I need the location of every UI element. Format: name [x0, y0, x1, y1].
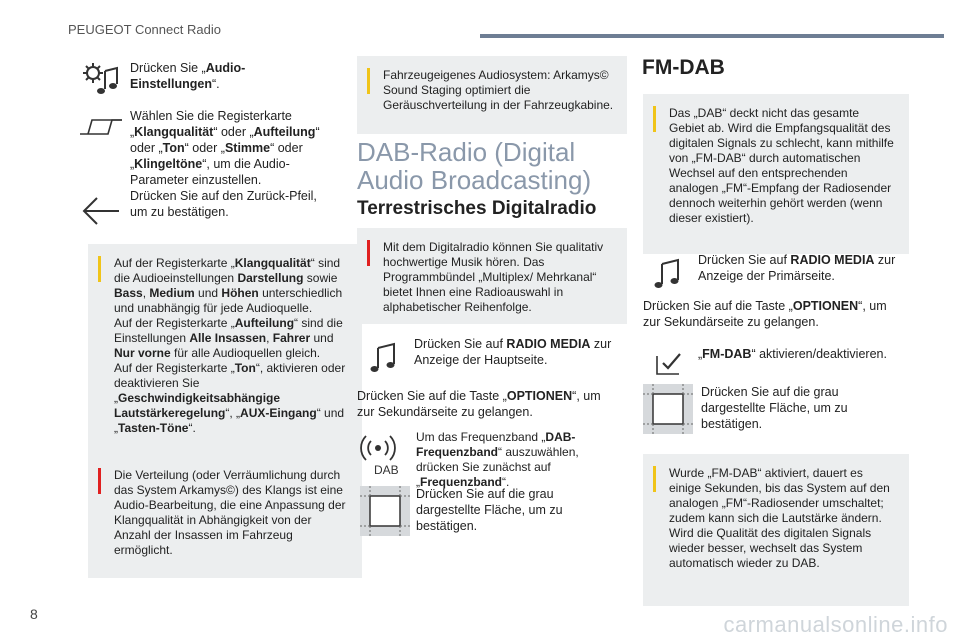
back-arrow-icon: [78, 188, 124, 234]
subtitle-terrestrial: Terrestrisches Digitalradio: [357, 198, 597, 219]
step-text: Drücken Sie auf die grau dargestellte Fläche, um zu bestätigen.: [416, 487, 563, 533]
info-mark-icon: [98, 256, 101, 282]
tab-icon: [78, 108, 124, 162]
options-paragraph-right: Drücken Sie auf die Taste „OPTIONEN“, um zur Sekundärseite zu gelangen.: [643, 299, 887, 329]
music-note-icon: [646, 252, 692, 298]
info-note-fm-switch: Wurde „FM-DAB“ aktiviert, dauert es einige Sekunden, bis das System auf den analogen „FM“-Radiosender umschaltet; zudem kann sich die Lautstärke ändern. Wird die Qualität des digitalen Signals wieder besser, wechselt das System automatisch wieder zu DAB.: [643, 454, 909, 606]
step-select-tab: [78, 108, 328, 188]
step-text: Drücken Sie auf die grau dargestellte Fläche, um zu bestätigen.: [701, 385, 848, 431]
info-mark-icon: [367, 68, 370, 94]
step-text: Drücken Sie auf den Zurück-Pfeil, um zu bestätigen.: [130, 189, 317, 219]
info-note-fmdab: Das „DAB“ deckt nicht das gesamte Gebiet ab. Wird die Empfangsqualität des digitalen Signals zu schlecht, kann mithilfe von „FM-DAB“ durch automatischen Wechsel auf den entsprechenden analogen „FM“-Empfang der Radiosender dennoch weiterhin gehört werden (wenn dieser existiert).: [643, 94, 909, 254]
music-note-icon: [362, 336, 408, 382]
warning-note-distribution: Die Verteilung (oder Verräumlichung durch das System Arkamys©) des Klangs ist eine Audio-Bearbeitung, die eine Anpassung der Klangqualität in Abhängigkeit von der Anzahl der Insassen im Fahrzeug ermöglicht.: [88, 456, 362, 578]
section-title-fmdab: FM-DAB: [642, 56, 725, 79]
dab-icon: [360, 430, 410, 480]
gear-music-icon: [78, 58, 124, 104]
info-note-tabs: Auf der Registerkarte „Klangqualität“ sind die Audioeinstellungen Darstellung sowie Bass, Medium und Höhen unterschiedlich und unabhängig für jede Audioquelle. Auf der Registerkarte „Aufteilung“ sind die Einstellungen Alle Insassen, Fahrer und Nur vorne für alle Audioquellen gleich. Auf der Registerkarte „Ton“, aktivieren oder deaktivieren Sie „Geschwindigkeitsabhängige Lautstärkeregelung“, „AUX-Eingang“ und „Tasten-Töne“.: [88, 244, 362, 462]
checkbox-icon: [646, 340, 692, 386]
step-audio-settings: [78, 58, 328, 104]
step-text: Wählen Sie die Registerkarte „Klangqualität“ oder „Aufteilung“ oder „Ton“ oder „Stimme“ oder „Klingeltöne“, um die Audio-Parameter einzustellen.: [130, 109, 320, 187]
watermark: carmanualsonline.info: [723, 612, 948, 637]
warning-note-digitalradio: Mit dem Digitalradio können Sie qualitativ hochwertige Musik hören. Das Programmbündel „Multiplex/ Mehrkanal“ bietet Ihnen eine Radioauswahl in alphabetischer Reihenfolge.: [357, 228, 627, 324]
page-number: 8: [30, 606, 38, 622]
step-text: Drücken Sie „Audio-Einstellungen“.: [130, 61, 246, 91]
step-text: „FM-DAB“ aktivieren/deaktivieren.: [698, 347, 887, 361]
page-header: PEUGEOT Connect Radio: [68, 22, 221, 37]
info-mark-icon: [653, 466, 656, 492]
section-title-dab: DAB-Radio (Digital Audio Broadcasting): [357, 137, 592, 195]
step-radio-media-right: [646, 252, 906, 298]
grey-area-icon: [360, 486, 410, 536]
step-back-arrow: [78, 188, 328, 234]
step-grey-area-right: [643, 384, 905, 434]
info-note-arkamys: Fahrzeugeigenes Audiosystem: Arkamys© Sound Staging optimiert die Geräuschverteilung in der Fahrzeugkabine.: [357, 56, 627, 134]
step-fmdab-toggle: [646, 340, 906, 386]
step-text: Drücken Sie auf RADIO MEDIA zur Anzeige der Primärseite.: [698, 253, 896, 283]
step-text: Um das Frequenzband „DAB-Frequenzband“ auszuwählen, drücken Sie zunächst auf „Frequenzband“.: [416, 430, 579, 489]
warning-mark-icon: [98, 468, 101, 494]
info-mark-icon: [653, 106, 656, 132]
options-paragraph: Drücken Sie auf die Taste „OPTIONEN“, um zur Sekundärseite zu gelangen.: [357, 389, 601, 419]
grey-area-icon: [643, 384, 693, 434]
step-radio-media: [362, 336, 622, 382]
step-frequency-band: [360, 430, 622, 490]
dab-icon-label: DAB: [374, 463, 399, 477]
warning-mark-icon: [367, 240, 370, 266]
step-grey-area: [360, 486, 622, 536]
header-bar: [480, 34, 944, 38]
step-text: Drücken Sie auf RADIO MEDIA zur Anzeige der Hauptseite.: [414, 337, 612, 367]
